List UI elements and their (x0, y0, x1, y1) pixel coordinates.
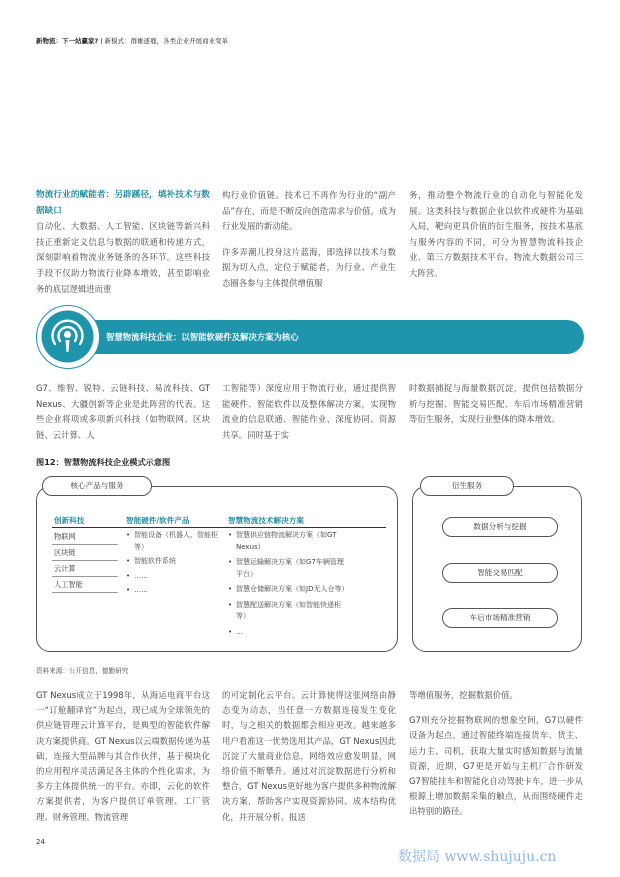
list-item: 云计算 (52, 561, 118, 577)
section-heading: 物流行业的赋能者：另辟蹊径，填补技术与数据缺口 (36, 190, 210, 216)
top-column-1 (36, 188, 210, 297)
list-item: • …… (126, 585, 218, 597)
list-item: • 智慧供应链物流解决方案（如GT Nexus） (228, 530, 348, 553)
list-item: • 智慧配送解决方案（如智能快递柜等） (228, 600, 348, 623)
col-header-hardware: 智能硬件/软件产品 (126, 516, 190, 525)
col-header-solutions: 智慧物流技术解决方案 (228, 516, 304, 525)
list-item: • 智慧运输解决方案（如G7车辆管理平台） (228, 557, 348, 580)
header-rule (52, 527, 386, 528)
list-item: 人工智能 (52, 577, 118, 593)
paragraph: 务，推动整个物流行业的自动化与智能化发展。这类科技与数据企业以软件或硬件为基础入局，靶向更具价值的衍生服务，按技术基底与服务内容的不同，可分为智慧物流科技企业、第三方数据技术平台、物流大数据公司三大阵营。 (409, 190, 583, 278)
paragraph: G7则充分挖掘物联网的想象空间，G7以硬件设备为起点，通过智能终端连接货车、货主、运力主、司机，获取大量实时感知数据与流量资源，近期，G7更是开始与主机厂合作研发G7智能挂车和智能化自动驾驶卡车，进一步从根源上增加数据采集的触点，从而围绕硬件走出特别的路径。 (409, 715, 583, 817)
top-column-3 (409, 188, 583, 282)
podcast-broadcast-icon (36, 305, 100, 369)
banner-title: 智慧物流科技企业：以智能软硬件及解决方案为核心 (106, 332, 299, 342)
col-header-tech: 创新科技 (54, 516, 85, 525)
bottom-column-3 (409, 688, 583, 820)
list-item: • 智能设备（机器人、智能柜等） (126, 530, 218, 553)
page-number: 24 (36, 838, 45, 846)
list-item: • …… (126, 571, 218, 583)
tech-list (52, 529, 118, 593)
list-item: 区块链 (52, 545, 118, 561)
figure-title: 图12：智慧物流科技企业模式示意图 (36, 457, 171, 467)
paragraph: 许多弄潮儿投身这片蓝海，即选择以技术与数据为切入点，定位于赋能者，为行业、产业生态圈各参与主体提供增值服 (222, 246, 396, 288)
derivative-item-data-analysis: 数据分析与挖掘 (442, 517, 558, 537)
list-item: • … (228, 627, 348, 639)
header-subtitle: | 新模式：群雄逐鹿，各类企业开展商业变革 (100, 37, 229, 45)
derivative-services-label: 衍生服务 (420, 476, 514, 496)
running-header (36, 36, 228, 45)
paragraph: 构行业价值链。技术已不再作为行业的“副产品”存在，而是不断反向创造需求与价值，成为行业发展的新动能。 (222, 190, 396, 232)
solutions-list (228, 530, 348, 638)
top-column-2 (222, 188, 396, 292)
bottom-column-2: 的可定制化云平台。云计算使得这张网络由静态变为动态，当任意一方数据连接发生变化时，与之相关的数据都会相应更改。越来越多用户看准这一优势选用其产品，GT Nexus因此沉淀了大量商业信息，网络效应愈发明显，网络价值不断攀升。通过对沉淀数据进行分析和整合，GT Nexus更好地为客户提供多种物流解决方案，帮助客户实现资源协同、成本结构优化，并开展分析、报送 (222, 690, 396, 822)
list-item: • 智能软件系统 (126, 556, 218, 568)
list-item: 物联网 (52, 529, 118, 545)
bottom-column-1: GT Nexus成立于1998年，从海运电商平台这一“订舱翻译官”为起点，现已成为全球领先的供应链管理云计算平台，是典型的智能软件解决方案提供商。GT Nexus以云端数据传递为基础，连接大型品牌与其合作伙伴，基于模块化的应用程序灵活满足各主体的个性化需求，为多方主体提供统一的平台。亦即，云化的软件方案提供者，为客户提供订单管理、工厂管理、财务管理、物流管理 (36, 690, 210, 822)
core-products-label: 核心产品与服务 (42, 476, 152, 496)
hardware-list (126, 530, 218, 597)
list-item: • 智慧仓储解决方案（如JD无人仓等） (228, 584, 348, 596)
watermark: 数据局 www.shujuju.cn (398, 849, 557, 865)
mid-column-3: 时数据捕捉与海量数据沉淀，提供包括数据分析与挖掘、智能交易匹配、车后市场精准营销等衍生服务，实现行业整体的降本增效。 (409, 383, 583, 425)
mid-column-1: G7、维智、锐特、云链科技、易流科技、GT Nexus、大疆创新等企业是此阵营的代表。这些企业将项或多项新兴科技（如物联网、区块链、云计算、人 (36, 383, 210, 440)
derivative-item-aftermarket: 车后市场精准营销 (442, 608, 558, 628)
paragraph: 自动化、大数据、人工智能、区块链等新兴科技正重新定义信息与数据的联通和传递方式，深刻影响着物流业务链条的各环节。这些科技手段不仅助力物流行业降本增效，甚至影响业务的底层逻辑进而重 (36, 221, 210, 294)
figure-source: 资料来源：公开信息，德勤研究 (36, 667, 129, 675)
mid-column-2: 工智能等）深度应用于物流行业，通过提供智能硬件、智能软件以及整体解决方案，实现物流业的信息联通、智能作业、深度协同、资源共享。同时基于实 (222, 383, 396, 440)
derivative-item-trade-matching: 智能交易匹配 (442, 563, 558, 583)
paragraph: 等增值服务，挖掘数据价值。 (409, 690, 518, 700)
header-title: 新物流：下一站赢家? (36, 37, 99, 45)
